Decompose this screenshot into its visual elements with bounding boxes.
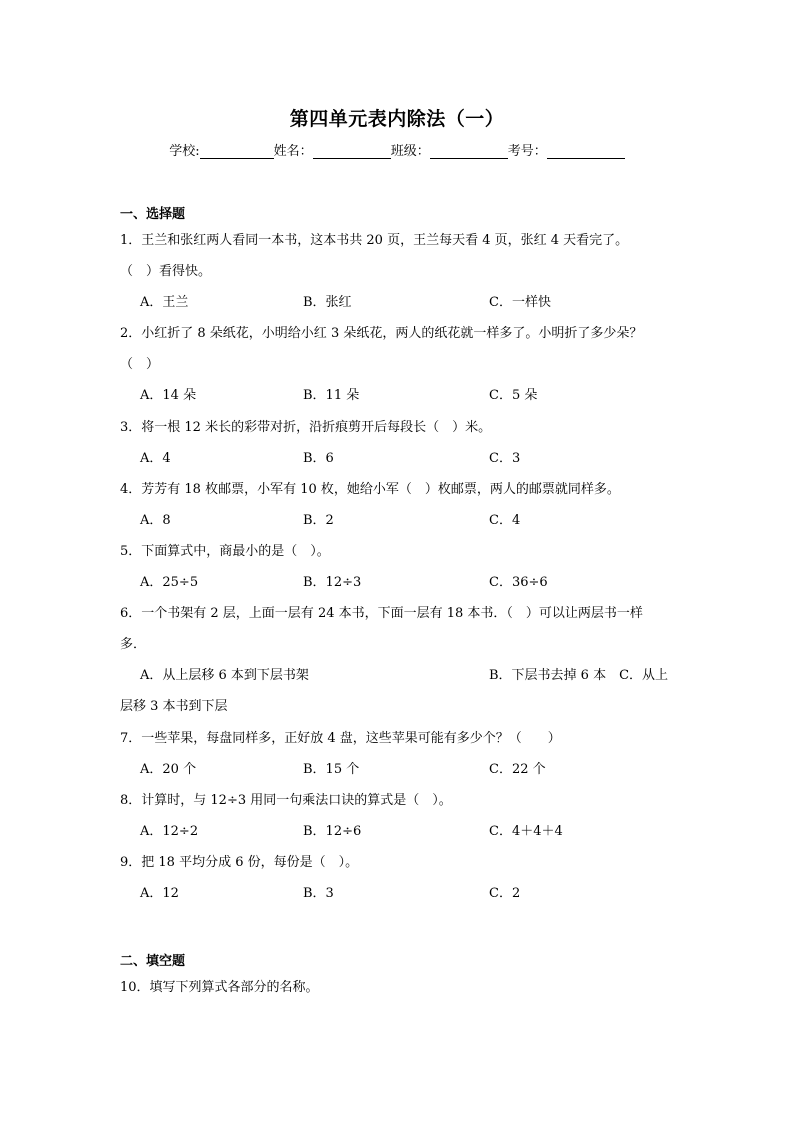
option-c[interactable]: C．一样快 — [489, 295, 551, 310]
question-9: 9．把 18 平均分成 6 份，每份是（ ）。 — [120, 855, 359, 870]
question-7: 7．一些苹果，每盘同样多，正好放 4 盘，这些苹果可能有多少个？（ ） — [120, 731, 561, 746]
option-c[interactable]: C．4＋4＋4 — [489, 824, 563, 839]
option-a[interactable]: A．8 — [140, 513, 171, 528]
option-b[interactable]: B．3 — [303, 886, 334, 901]
class-label: 班级： — [390, 144, 430, 159]
school-label: 学校: — [169, 144, 200, 159]
class-blank[interactable] — [430, 144, 508, 159]
option-c[interactable]: C．22 个 — [489, 762, 546, 777]
name-blank[interactable] — [313, 144, 391, 159]
name-label: 姓名： — [273, 144, 313, 159]
question-6: 6．一个书架有 2 层，上面一层有 24 本书，下面一层有 18 本书．（ ）可以让两层书一样 — [120, 606, 643, 621]
option-a[interactable]: A．从上层移 6 本到下层书架 — [140, 668, 309, 683]
question-10: 10．填写下列算式各部分的名称。 — [120, 980, 319, 995]
option-c[interactable]: C．3 — [489, 451, 521, 466]
question-6-option-cont: 层移 3 本书到下层 — [120, 699, 228, 714]
question-4: 4．芳芳有 18 枚邮票，小军有 10 枚，她给小军（ ）枚邮票，两人的邮票就同样多。 — [120, 482, 620, 497]
option-b-c[interactable]: B．下层书去掉 6 本 C．从上 — [489, 668, 669, 683]
option-a[interactable]: A．王兰 — [140, 295, 189, 310]
school-blank[interactable] — [200, 144, 274, 159]
option-b[interactable]: B．11 朵 — [303, 388, 360, 403]
section-heading: 二、填空题 — [120, 954, 186, 969]
section-heading: 一、选择题 — [120, 207, 186, 222]
option-a[interactable]: A．25÷5 — [140, 575, 199, 590]
page-title: 第四单元表内除法（一） — [289, 108, 505, 130]
option-b[interactable]: B．张红 — [303, 295, 352, 310]
question-6-cont: 多． — [120, 637, 147, 652]
option-b[interactable]: B．2 — [303, 513, 334, 528]
exam-number-label: 考号： — [507, 144, 547, 159]
option-c[interactable]: C．4 — [489, 513, 521, 528]
student-info-line — [0, 140, 794, 159]
option-a[interactable]: A．4 — [140, 451, 171, 466]
option-a[interactable]: A．14 朵 — [140, 388, 197, 403]
option-c[interactable]: C．2 — [489, 886, 521, 901]
option-c[interactable]: C．5 朵 — [489, 388, 538, 403]
question-1: 1．王兰和张红两人看同一本书，这本书共 20 页，王兰每天看 4 页，张红 4 天看完了。 — [120, 233, 629, 248]
option-a[interactable]: A．12÷2 — [140, 824, 199, 839]
option-a[interactable]: A．20 个 — [140, 762, 197, 777]
question-8: 8．计算时，与 12÷3 用同一句乘法口诀的算式是（ ）。 — [120, 793, 452, 808]
question-2: 2．小红折了 8 朵纸花，小明给小红 3 朵纸花，两人的纸花就一样多了。小明折了多少朵？ — [120, 326, 643, 341]
question-3: 3．将一根 12 米长的彩带对折，沿折痕剪开后每段长（ ）米。 — [120, 420, 492, 435]
exam-number-blank[interactable] — [547, 144, 625, 159]
option-b[interactable]: B．12÷3 — [303, 575, 362, 590]
option-b[interactable]: B．12÷6 — [303, 824, 362, 839]
question-2-cont: （ ） — [120, 357, 160, 372]
option-c[interactable]: C．36÷6 — [489, 575, 548, 590]
option-b[interactable]: B．15 个 — [303, 762, 360, 777]
option-a[interactable]: A．12 — [140, 886, 179, 901]
question-5: 5．下面算式中，商最小的是（ ）。 — [120, 544, 330, 559]
option-b[interactable]: B．6 — [303, 451, 334, 466]
question-1-cont: （ ）看得快。 — [120, 264, 212, 279]
